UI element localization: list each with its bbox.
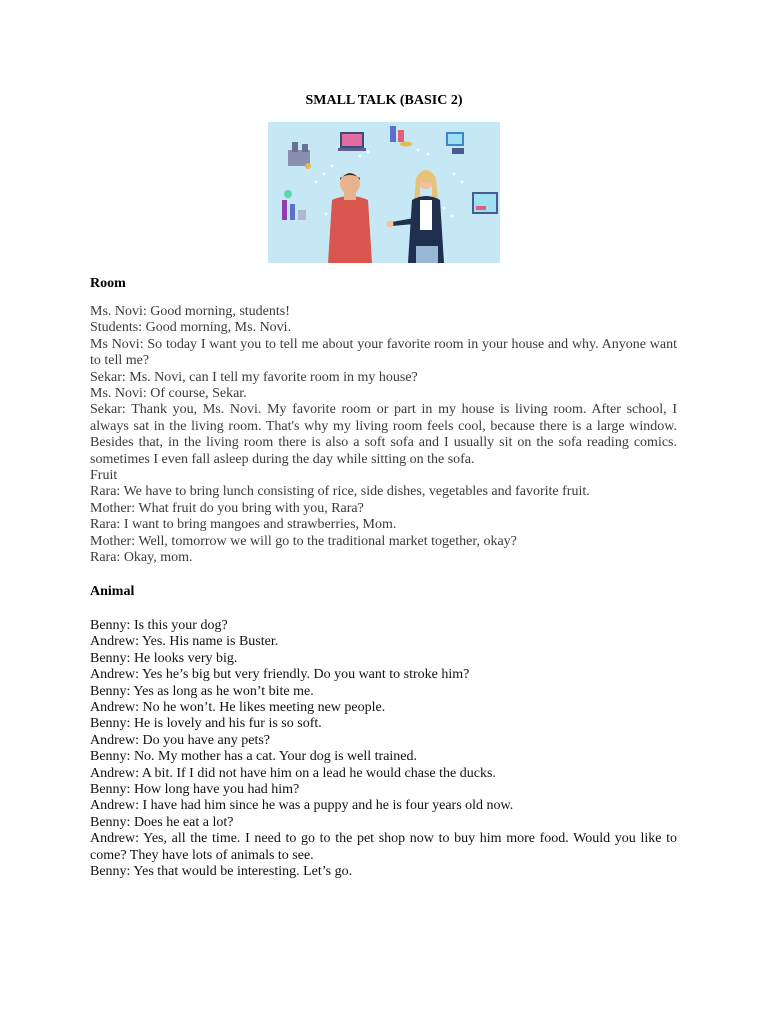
section-heading-animal: Animal [90,584,135,599]
dialogue-line: Andrew: Yes he’s big but very friendly. Do you want to stroke him? [90,667,470,683]
dialogue-line: Mother: What fruit do you bring with you, Rara? [90,500,364,516]
section-heading-room: Room [90,276,126,291]
castle-icon [288,142,311,169]
dialogue-line: Andrew: Yes, all the time. I need to go to the pet shop now to buy him more food. Would you like to come? They have lots of animals to see. [90,831,677,863]
dialogue-line: Sekar: Ms. Novi, can I tell my favorite room in my house? [90,369,418,385]
monitor-icon [472,192,498,214]
dialogue-line: Ms. Novi: Good morning, students! [90,304,290,319]
dialogue-line: Benny: Does he eat a lot? [90,814,234,830]
dialogue-line: Benny: No. My mother has a cat. Your dog is well trained. [90,749,418,765]
dialogue-line: Benny: How long have you had him? [90,782,300,798]
small-talk-illustration [268,122,500,263]
dialogue-line: Andrew: Do you have any pets? [90,732,271,748]
conversation-illustration-svg [268,122,500,263]
coins-icon [390,126,412,147]
document-title: SMALL TALK (BASIC 2) [305,93,463,108]
room-dialogue [90,304,677,567]
animal-dialogue [90,618,677,881]
dialogue-line: Sekar: Thank you, Ms. Novi. My favorite room or part in my house is living room. After school, I always sat in the living room. That's why my living room feels cool, because there is a large window. Besides that, in the living room there is also a soft sofa and I usually sit on the sofa reading comics. sometimes I even fall asleep during the day while sitting on the sofa. [90,402,677,467]
dialogue-line: Andrew: I have had him since he was a puppy and he is four years old now. [90,798,514,814]
dialogue-line: Benny: Yes as long as he won’t bite me. [90,683,314,699]
dialogue-line: Andrew: Yes. His name is Buster. [90,634,279,650]
dialogue-line: Students: Good morning, Ms. Novi. [90,320,292,336]
bottles-icon [282,190,306,220]
dialogue-line: Andrew: No he won’t. He likes meeting new people. [90,700,386,716]
dialogue-line: Rara: Okay, mom. [90,550,193,566]
laptop-icon [338,132,366,151]
dialogue-line: Mother: Well, tomorrow we will go to the traditional market together, okay? [90,533,517,549]
dialogue-line: Ms. Novi: Of course, Sekar. [90,386,247,402]
dialogue-line: Benny: He looks very big. [90,650,238,666]
dialogue-line: Ms Novi: So today I want you to tell me about your favorite room in your house and why. Anyone want to tell me? [90,336,677,369]
dialogue-line: Rara: I want to bring mangoes and strawberries, Mom. [90,517,397,533]
woman-figure [387,170,445,263]
dialogue-line: Andrew: A bit. If I did not have him on a lead he would chase the ducks. [90,765,496,781]
dialogue-line: Rara: We have to bring lunch consisting of rice, side dishes, vegetables and favorite fruit. [90,484,590,500]
dialogue-line: Benny: Is this your dog? [90,618,228,633]
man-figure [328,173,372,263]
dialogue-line: Benny: Yes that would be interesting. Let’s go. [90,864,353,880]
section-heading-fruit: Fruit [90,468,118,484]
dialogue-line: Benny: He is lovely and his fur is so soft. [90,716,322,732]
computer-icon [446,132,464,154]
